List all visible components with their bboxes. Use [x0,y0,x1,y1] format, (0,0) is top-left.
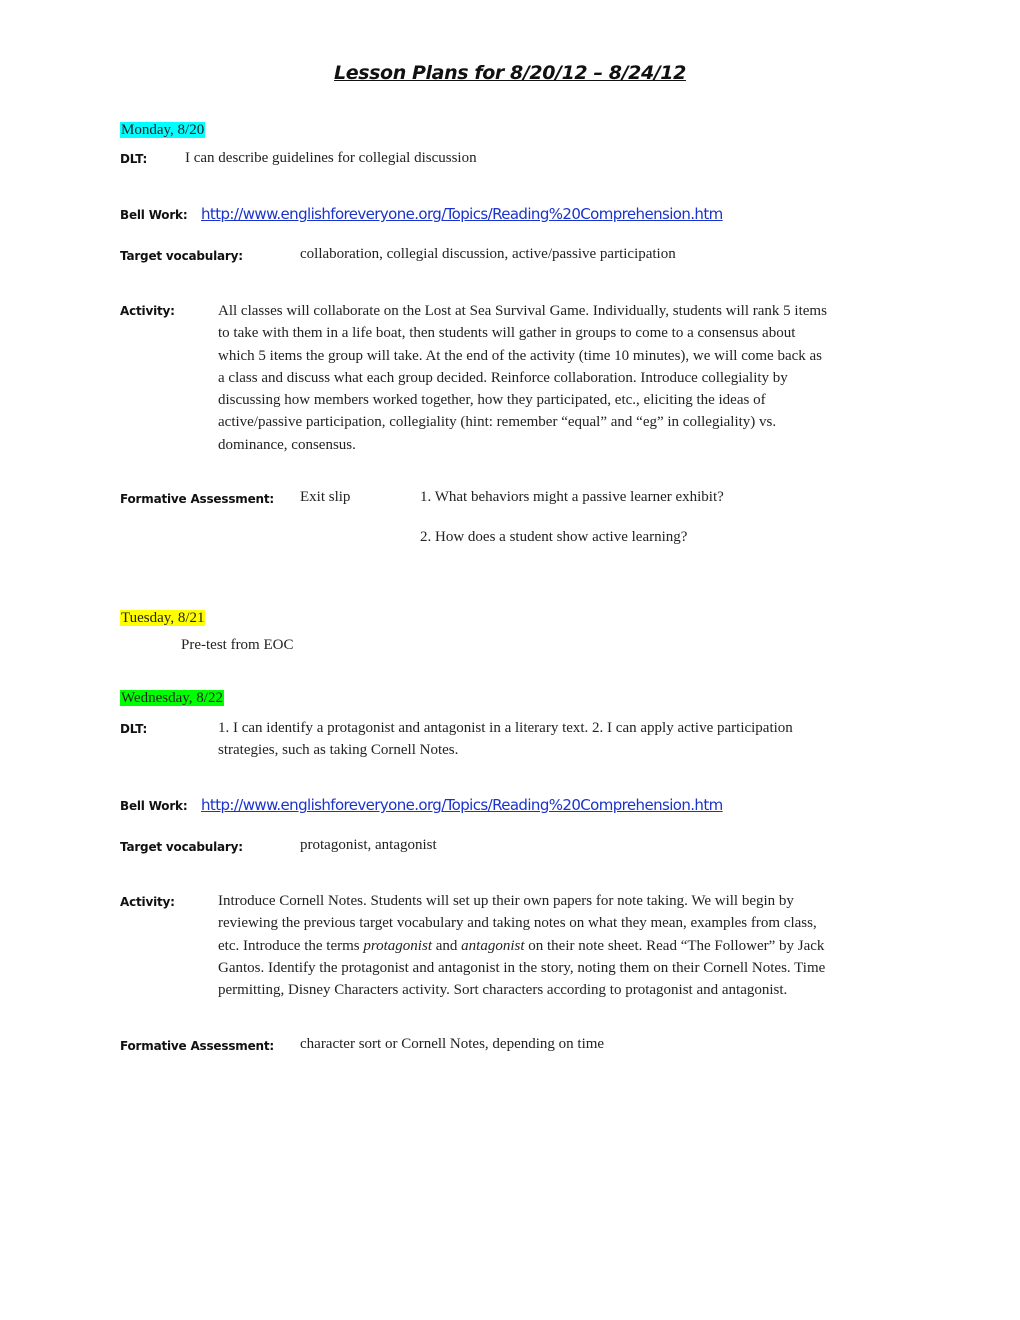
monday-dlt-label: DLT: [120,152,148,166]
wednesday-dlt-text [218,717,793,762]
wednesday-activity-text [218,890,825,1001]
monday-heading-text: Monday, 8/20 [121,122,205,138]
activity-line: a class and discuss what each group decided. Reinforce collaboration. Introduce collegiality by [218,369,788,386]
wednesday-bell-work-link[interactable]: http://www.englishforeveryone.org/Topics/Reading%20Comprehension.htm [201,796,723,814]
monday-bell-work-label: Bell Work: [120,208,188,222]
monday-assessment-question: 2. How does a student show active learning? [420,529,688,545]
activity-line: All classes will collaborate on the Lost at Sea Survival Game. Individually, students will rank 5 items [218,303,827,319]
monday-bell-work-link[interactable]: http://www.englishforeveryone.org/Topics/Reading%20Comprehension.htm [201,205,723,223]
monday-target-vocabulary-text: collaboration, collegial discussion, active/passive participation [300,246,676,262]
dlt-line: strategies, such as taking Cornell Notes. [218,742,459,759]
monday-activity-text [218,300,827,456]
term-antagonist: antagonist [461,937,525,954]
wednesday-activity-label: Activity: [120,895,175,909]
activity-line: which 5 items the group will take. At the end of the activity (time 10 minutes), we will come back as [218,347,823,364]
activity-line: reviewing the previous target vocabulary and taking notes on what they mean, examples from class, [218,915,817,932]
activity-segment: on their note sheet. Read “The Follower” by Jack [524,937,825,954]
tuesday-heading [120,610,205,627]
wednesday-target-vocabulary-label: Target vocabulary: [120,840,243,854]
wednesday-heading-text: Wednesday, 8/22 [121,690,223,706]
monday-target-vocabulary-label: Target vocabulary: [120,249,243,263]
document-title: Lesson Plans for 8/20/12 – 8/24/12 [334,62,686,84]
activity-line [218,935,825,957]
tuesday-note: Pre-test from EOC [181,637,294,653]
monday-assessment-label: Formative Assessment: [120,492,274,506]
activity-line: Introduce Cornell Notes. Students will set up their own papers for note taking. We will begin by [218,893,794,909]
wednesday-target-vocabulary-text: protagonist, antagonist [300,837,437,853]
wednesday-bell-work-label: Bell Work: [120,799,188,813]
activity-segment: etc. Introduce the terms [218,937,364,954]
activity-line: discussing how members worked together, how they participated, etc., eliciting the ideas of [218,392,766,409]
monday-activity-label: Activity: [120,304,175,318]
activity-line: active/passive participation, collegiality (hint: remember “equal” and “eg” in collegiality) vs. [218,414,777,431]
activity-line: permitting, Disney Characters activity. Sort characters according to protagonist and antagonist. [218,982,788,999]
tuesday-heading-text: Tuesday, 8/21 [121,610,205,626]
activity-line: Gantos. Identify the protagonist and antagonist in the story, noting them on their Cornell Notes. Time [218,959,826,976]
wednesday-heading [120,690,224,707]
dlt-line: 1. I can identify a protagonist and antagonist in a literary text. 2. I can apply active participation [218,720,793,736]
monday-heading [120,122,205,139]
activity-line: dominance, consensus. [218,436,356,453]
monday-dlt-text: I can describe guidelines for collegial discussion [185,150,477,166]
wednesday-assessment-text: character sort or Cornell Notes, depending on time [300,1036,605,1052]
monday-assessment-type: Exit slip [300,489,351,505]
activity-line: to take with them in a life boat, then students will gather in groups to come to a consensus about [218,325,796,342]
activity-segment: and [431,937,462,954]
monday-assessment-question: 1. What behaviors might a passive learner exhibit? [420,489,724,505]
wednesday-dlt-label: DLT: [120,722,148,736]
term-protagonist: protagonist [363,937,432,954]
wednesday-assessment-label: Formative Assessment: [120,1039,274,1053]
